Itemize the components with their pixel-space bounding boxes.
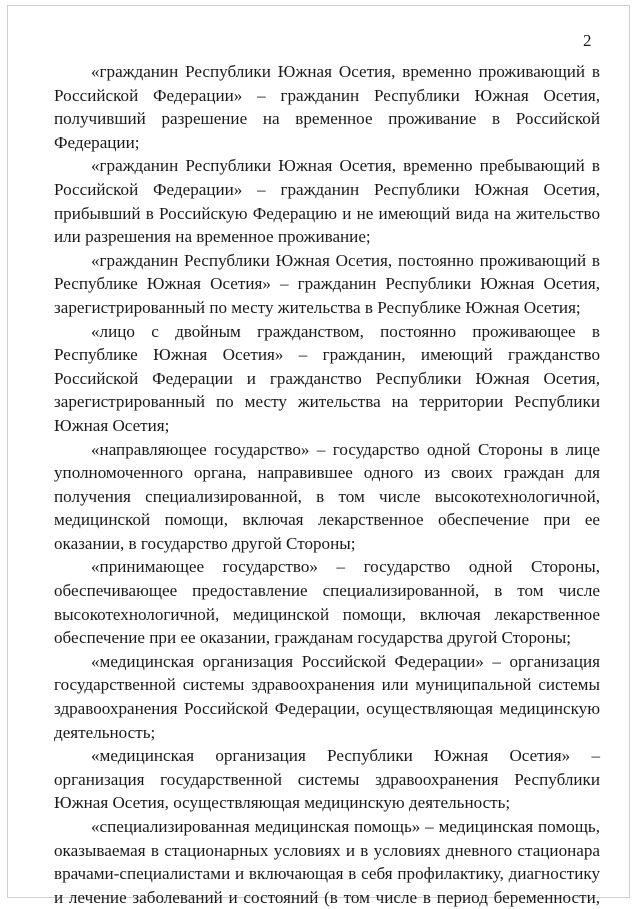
page-number: 2 xyxy=(583,31,592,50)
text-line: «лицо с двойным гражданством, постоянно проживающее в xyxy=(91,321,600,341)
text-line: «медицинская организация Российской Федерации» – организация xyxy=(91,651,600,671)
text-line: обеспечение при ее оказании, гражданам государства другой Стороны; xyxy=(54,628,571,648)
text-line: оказываемая в стационарных условиях и в условиях дневного стационара xyxy=(54,840,600,860)
text-line: уполномоченного органа, направившее одного из своих граждан для xyxy=(54,463,600,483)
text-line: «специализированная медицинская помощь» – медицинская помощь, xyxy=(91,817,600,836)
paragraph xyxy=(54,60,600,154)
text-line: Южная Осетия, осуществляющая медицинскую деятельность; xyxy=(54,793,511,813)
text-line: прибывший в Российскую Федерацию и не имеющий вида на жительство xyxy=(54,203,600,223)
paragraph xyxy=(54,320,600,438)
paragraph xyxy=(54,438,600,556)
text-line: Республике Южная Осетия» – гражданин, имеющий гражданство xyxy=(54,345,600,365)
text-line: Республике Южная Осетия» – гражданин Республики Южная Осетия, xyxy=(54,274,600,294)
text-line: «медицинская организация Республики Южная Осетия» – xyxy=(91,746,600,766)
paragraph xyxy=(54,650,600,744)
document-body xyxy=(54,60,600,909)
text-line: «гражданин Республики Южная Осетия, временно проживающий в xyxy=(91,62,600,81)
paragraph xyxy=(54,815,600,909)
text-line: «гражданин Республики Южная Осетия, постоянно проживающий в xyxy=(91,250,600,270)
text-line: высокотехнологичной, медицинской помощи, включая лекарственное xyxy=(54,604,600,624)
text-line: обеспечивающее предоставление специализированной, в том числе xyxy=(54,581,600,601)
text-line: и лечение заболеваний и состояний (в том числе в период беременности, xyxy=(54,887,600,907)
text-line: Федерации; xyxy=(54,132,140,152)
paragraph xyxy=(54,555,600,649)
text-line: «направляющее государство» – государство одной Стороны в лице xyxy=(91,439,600,459)
text-line: деятельность; xyxy=(54,722,156,742)
text-line: «принимающее государство» – государство одной Стороны, xyxy=(91,557,600,577)
text-line: или разрешения на временное проживание; xyxy=(54,227,371,247)
text-line: государственной системы здравоохранения или муниципальной системы xyxy=(54,675,600,695)
text-line: получивший разрешение на временное проживание в Российской xyxy=(54,109,600,129)
text-line: врачами-специалистами и включающая в себя профилактику, диагностику xyxy=(54,864,600,884)
paragraph xyxy=(54,249,600,320)
text-line: зарегистрированный по месту жительства в Республике Южная Осетия; xyxy=(54,297,581,317)
text-line: оказании, в государство другой Стороны; xyxy=(54,533,356,553)
text-line: Российской Федерации» – гражданин Республики Южная Осетия, xyxy=(54,179,600,199)
text-line: медицинской помощи, включая лекарственное обеспечение при ее xyxy=(54,510,600,530)
paragraph xyxy=(54,154,600,248)
paragraph xyxy=(54,744,600,815)
text-line: зарегистрированный по месту жительства на территории Республики xyxy=(54,392,600,412)
text-line: здравоохранения Российской Федерации, осуществляющая медицинскую xyxy=(54,699,600,719)
text-line: организация государственной системы здравоохранения Республики xyxy=(54,769,600,789)
text-line: Российской Федерации» – гражданин Республики Южная Осетия, xyxy=(54,85,600,105)
text-line: «гражданин Республики Южная Осетия, временно пребывающий в xyxy=(91,156,600,176)
text-line: Российской Федерации и гражданство Республики Южная Осетия, xyxy=(54,368,600,388)
text-line: Южная Осетия; xyxy=(54,415,170,435)
text-line: получения специализированной, в том числе высокотехнологичной, xyxy=(54,486,600,506)
